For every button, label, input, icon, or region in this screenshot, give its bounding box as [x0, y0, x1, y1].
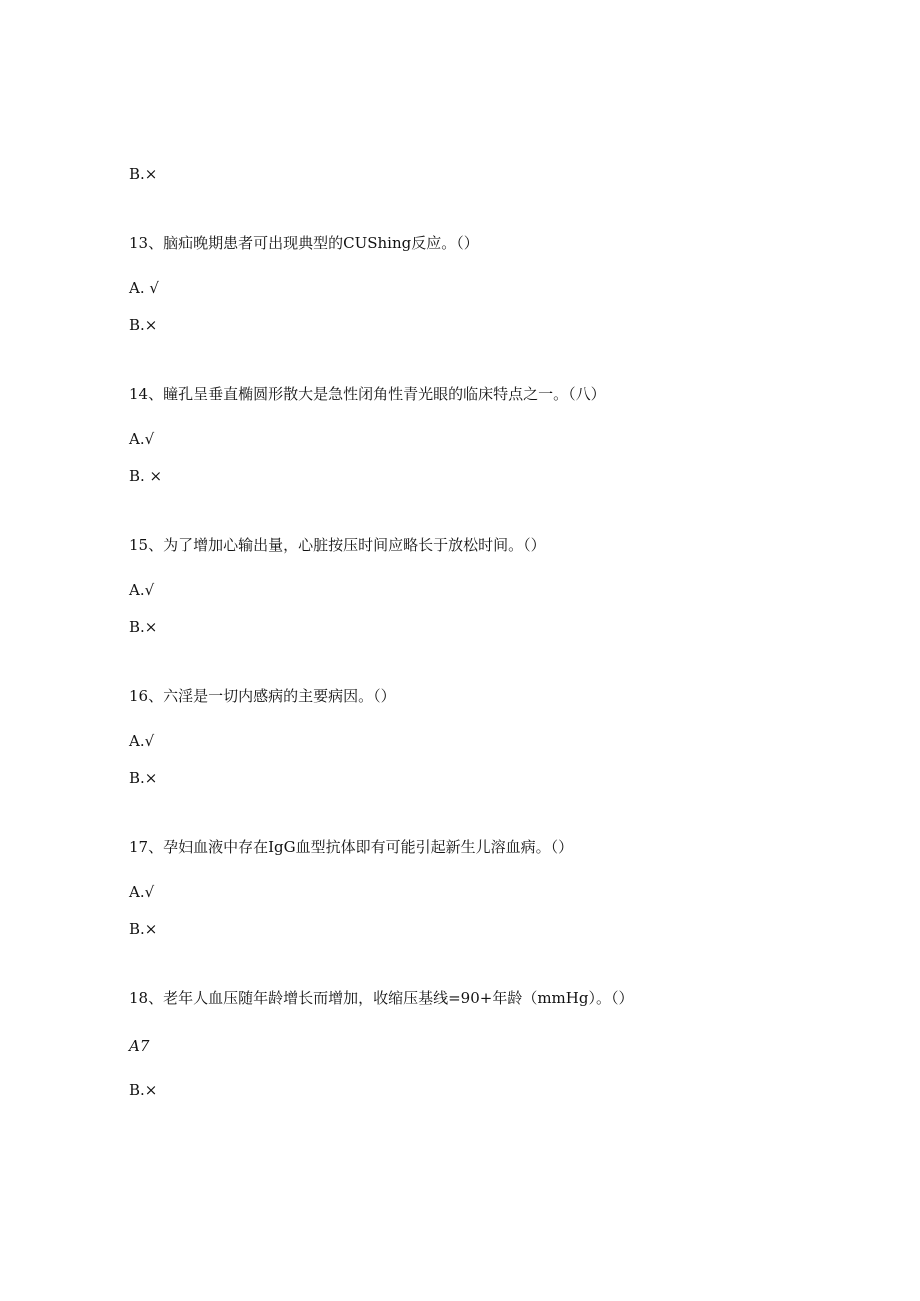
q17-question: 17、孕妇血液中存在IgG血型抗体即有可能引起新生儿溶血病。（）: [129, 838, 574, 856]
q15-option-a: A.√: [129, 581, 155, 599]
q14-option-b: B. ×: [129, 467, 163, 485]
q14-question: 14、瞳孔呈垂直椭圆形散大是急性闭角性青光眼的临床特点之一。（八）: [129, 385, 606, 403]
q12-option-b: B.×: [129, 165, 158, 183]
q15-option-b: B.×: [129, 618, 158, 636]
q13-question: 13、脑疝晚期患者可出现典型的CUShing反应。（）: [129, 234, 479, 252]
q18-option-b: B.×: [129, 1081, 158, 1099]
q18-question: 18、老年人血压随年龄增长而增加，收缩压基线=90+年龄（mmHg）。（）: [129, 989, 634, 1007]
q18-option-a: A7: [129, 1037, 150, 1055]
q13-option-a: A. √: [129, 279, 159, 297]
q17-option-a: A.√: [129, 883, 155, 901]
q16-question: 16、六淫是一切内感病的主要病因。（）: [129, 687, 396, 705]
q16-option-b: B.×: [129, 769, 158, 787]
q14-option-a: A.√: [129, 430, 155, 448]
q17-option-b: B.×: [129, 920, 158, 938]
q13-option-b: B.×: [129, 316, 158, 334]
q15-question: 15、为了增加心输出量，心脏按压时间应略长于放松时间。（）: [129, 536, 546, 554]
q16-option-a: A.√: [129, 732, 155, 750]
